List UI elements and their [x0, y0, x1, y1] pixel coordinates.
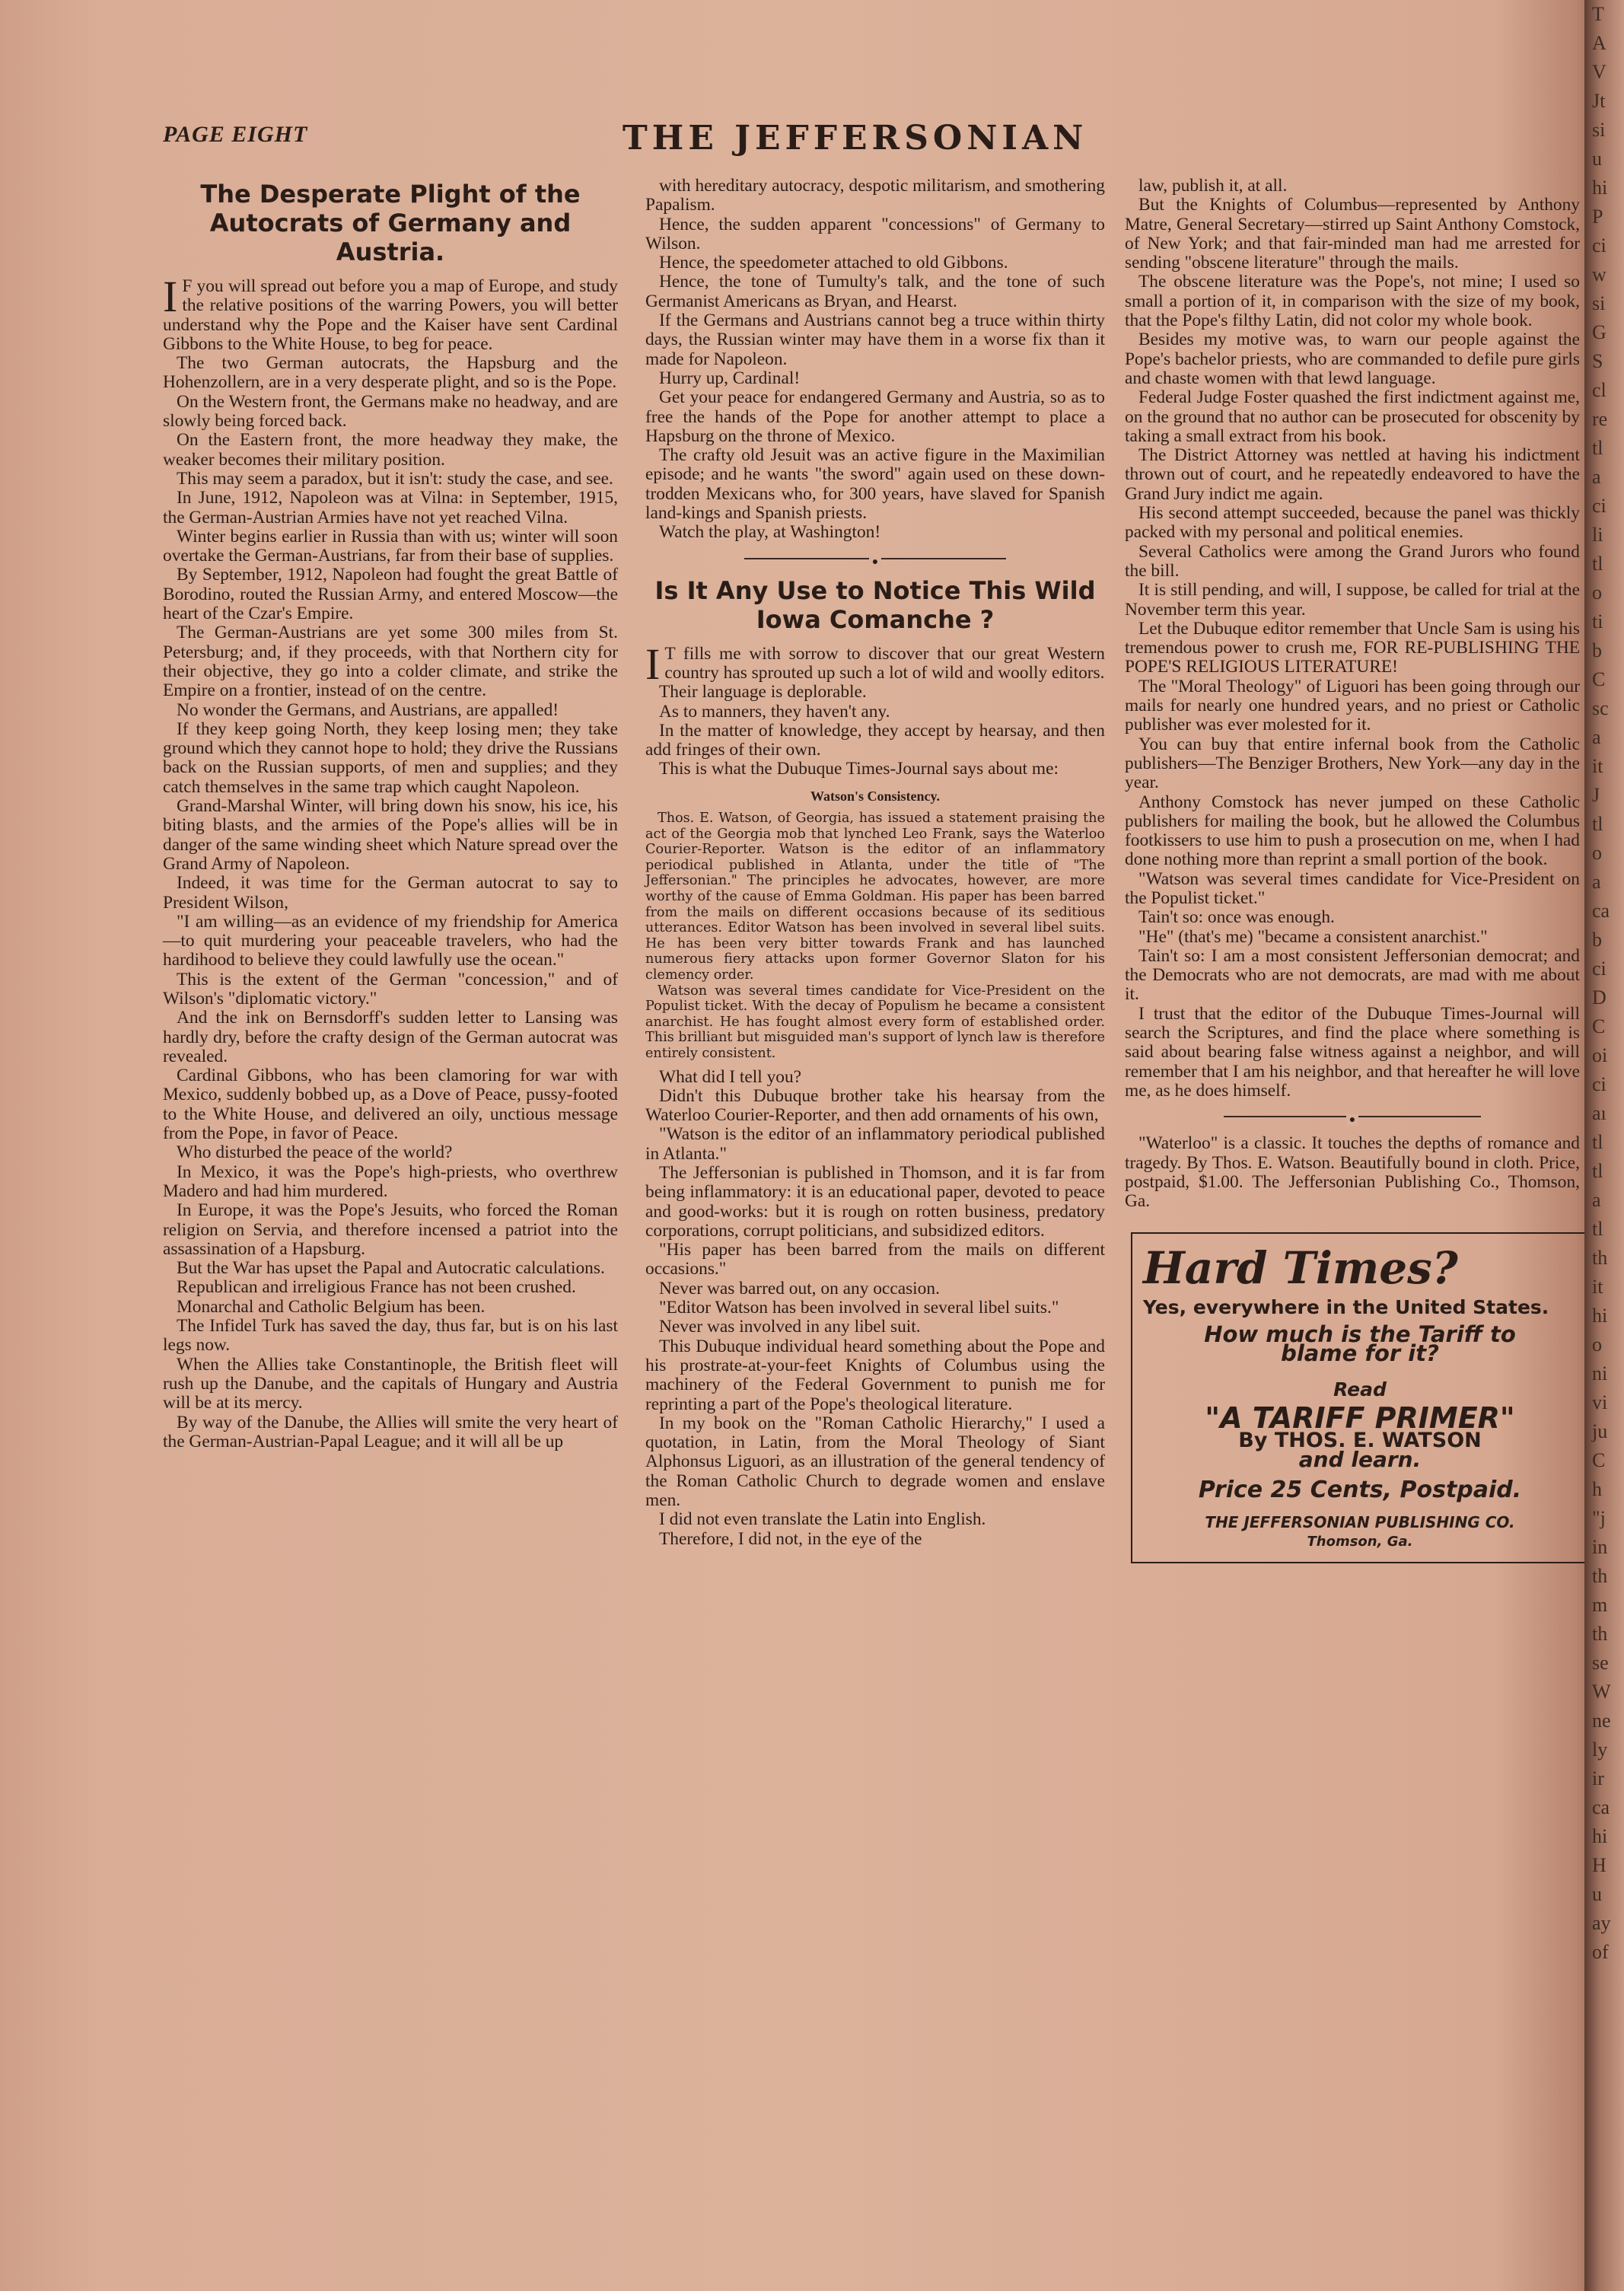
edge-fragment: b [1592, 929, 1602, 951]
paragraph: The "Moral Theology" of Liguori has been going through our mails for nearly one hundred years, and no priest or Catholic publisher was ever molested for it. [1125, 676, 1580, 735]
promo-waterloo: "Waterloo" is a classic. It touches the depths of romance and tragedy. By Thos. E. Watson. Beautifully bound in cloth. Price, postpaid, $1.00. The Jeffersonian Publishing Co., Thomson, Ga. [1125, 1133, 1580, 1212]
edge-fragment: a [1592, 466, 1601, 488]
paragraph: Anthony Comstock has never jumped on these Catholic publishers for mailing the book, but he allowed the Columbus footkissers to use him to push a prosecution on me, when I had done nothing more than reprint a small portion of the book. [1125, 792, 1580, 870]
paragraph: "Watson is the editor of an inflammatory periodical published in Atlanta." [645, 1124, 1105, 1164]
ad-book-author: By THOS. E. WATSON [1238, 1428, 1482, 1452]
edge-fragment: si [1592, 292, 1606, 314]
edge-fragment: tl [1592, 1160, 1603, 1182]
edge-fragment: W [1592, 1681, 1611, 1703]
paragraph: Indeed, it was time for the German autocrat to say to President Wilson, [163, 873, 618, 913]
edge-fragment: A [1592, 32, 1606, 54]
paragraph: with hereditary autocracy, despotic militarism, and smothering Papalism. [645, 176, 1105, 215]
paragraph: Federal Judge Foster quashed the first indictment against me, on the ground that no author can be prosecuted for obscenity by taking a small extract from his book. [1125, 387, 1580, 446]
paragraph: Let the Dubuque editor remember that Uncle Sam is using his tremendous power to crush me, FOR RE-PUBLISHING THE POPE'S RELIGIOUS LITERATURE! [1125, 618, 1580, 677]
paragraph: In June, 1912, Napoleon was at Vilna: in September, 1915, the German-Austrian Armies have not yet reached Vilna. [163, 488, 618, 527]
paragraph: "His paper has been barred from the mails on different occasions." [645, 1240, 1105, 1279]
paragraph: "I am willing—as an evidence of my friendship for America—to quit murdering your peaceable travelers, who had the hardihood to believe they could lawfully use the ocean." [163, 911, 618, 970]
paragraph: If they keep going North, they keep losing men; they take ground which they cannot hope to hold; they drive the Russians back on the Russian supports, of men and supplies; and they catch themselves in the same trap which caught Napoleon. [163, 719, 618, 797]
quoted-clipping [645, 811, 1105, 1062]
edge-fragment: a [1592, 726, 1601, 748]
edge-fragment: J [1592, 784, 1600, 806]
edge-fragment: tl [1592, 1218, 1603, 1240]
edge-fragment: ir [1592, 1767, 1604, 1789]
edge-fragment: V [1592, 61, 1606, 83]
adjacent-page-edge [1584, 0, 1624, 2291]
edge-fragment: hi [1592, 1305, 1608, 1327]
paragraph: Cardinal Gibbons, who has been clamoring for war with Mexico, suddenly bobbed up, as a Dove of Peace, pussy-footed to the White House, and delivered an oily, unctious message from the Pope, in favor of Peace. [163, 1066, 618, 1144]
edge-fragment: aı [1592, 1102, 1606, 1124]
paragraph: law, publish it, at all. [1138, 176, 1288, 196]
paragraph: The crafty old Jesuit was an active figure in the Maximilian episode; and he wants "the sword" again used on these down-trodden Mexicans who, for 300 years, have slaved for Spanish land-kings and Spanish priests. [645, 445, 1105, 524]
paragraph: I did not even translate the Latin into English. [659, 1509, 986, 1530]
edge-fragment: hi [1592, 1825, 1608, 1847]
edge-fragment: H [1592, 1854, 1606, 1876]
edge-fragment: oi [1592, 1044, 1608, 1066]
edge-fragment: tl [1592, 553, 1603, 575]
paragraph: And the ink on Bernsdorff's sudden letter to Lansing was hardly dry, before the crafty design of the German autocrat was revealed. [163, 1008, 618, 1066]
edge-fragment: h [1592, 1478, 1602, 1500]
paragraph: Hence, the speedometer attached to old Gibbons. [659, 253, 1008, 273]
paragraph: In the matter of knowledge, they accept by hearsay, and then add fringes of their own. [645, 720, 1105, 760]
paragraph: Get your peace for endangered Germany and Austria, so as to free the hands of the Pope for another attempt to place a Hapsburg on the throne of Mexico. [645, 387, 1105, 446]
edge-fragment: o [1592, 842, 1602, 864]
edge-fragment: of [1592, 1941, 1609, 1963]
edge-fragment: hi [1592, 177, 1608, 199]
paragraph: "Editor Watson has been involved in several libel suits." [659, 1298, 1059, 1318]
paragraph: This may seem a paradox, but it isn't: study the case, and see. [177, 468, 613, 489]
edge-fragment: tl [1592, 1131, 1603, 1153]
article-headline-iowa-comanche: Is It Any Use to Notice This Wild Iowa Comanche ? [654, 575, 1096, 634]
article-continuation [645, 177, 1105, 543]
edge-fragment: cl [1592, 379, 1606, 401]
edge-fragment: th [1592, 1565, 1608, 1587]
separator-rule: ● [645, 550, 1105, 566]
paragraph: Hence, the sudden apparent "concessions" of Germany to Wilson. [645, 214, 1105, 253]
ad-headline: Hard Times? [1143, 1242, 1458, 1295]
paragraph: On the Eastern front, the more headway they make, the weaker becomes their military position. [163, 430, 618, 470]
edge-fragment: u [1592, 1883, 1602, 1905]
article-lead-paragraph: I F you will spread out before you a map of Europe, and study the relative positions of the warring Powers, you will better understand why the Pope and the Kaiser have sent Cardinal Gibbons to the White House, to beg for peace. [163, 272, 618, 354]
paragraph: "Watson was several times candidate for Vice-President on the Populist ticket." [1125, 868, 1580, 908]
separator-rule: ● [1125, 1108, 1580, 1123]
edge-fragment: tl [1592, 437, 1603, 459]
ad-learn: and learn. [1298, 1447, 1422, 1473]
paragraph: Besides my motive was, to warn our people against the Pope's bachelor priests, who are commanded to defile pure girls and chaste women with that lewd language. [1125, 330, 1580, 388]
edge-fragment: C [1592, 1015, 1606, 1037]
ad-question-line-1: How much is the Tariff to [1204, 1321, 1516, 1347]
paragraph: You can buy that entire infernal book from the Catholic publishers—The Benziger Brothers, New York—any day in the year. [1125, 734, 1580, 793]
article-lead-paragraph: I T fills me with sorrow to discover that our great Western country has sprouted up such a lot of wild and woolly editors. [645, 639, 1105, 689]
edge-fragment: re [1592, 408, 1608, 430]
drop-cap: I [163, 272, 178, 321]
paragraph: The German-Austrians are yet some 300 miles from St. Petersburg; and, if they proceeds, with that Northern city for their objective, they go into a colder climate, and strike the Empire on a frontier, instead of on the centre. [163, 623, 618, 701]
edge-fragment: sc [1592, 697, 1609, 719]
paragraph: What did I tell you? [659, 1066, 802, 1087]
paragraph: On the Western front, the Germans make no headway, and are slowly being forced back. [163, 391, 618, 432]
paragraph: If the Germans and Austrians cannot beg a truce within thirty days, the Russian winter may have them in a worse fix than it made for Napoleon. [645, 311, 1105, 369]
paragraph: Tain't so: I am a most consistent Jeffersonian democrat; and the Democrats who are not democrats, are mad with me about it. [1125, 945, 1580, 1005]
ad-question-line-2: blame for it? [1281, 1340, 1439, 1367]
edge-fragment: P [1592, 206, 1603, 228]
edge-fragment: se [1592, 1652, 1609, 1674]
paragraph: As to manners, they haven't any. [659, 701, 890, 722]
article-headline-desperate-plight: The Desperate Plight of the Autocrats of Germany and Austria. [200, 180, 581, 266]
paragraph: Never was barred out, on any occasion. [659, 1278, 940, 1298]
paragraph: This is what the Dubuque Times-Journal says about me: [659, 759, 1059, 779]
edge-fragment: si [1592, 119, 1606, 141]
edge-fragment: it [1592, 1276, 1603, 1298]
paragraph: His second attempt succeeded, because the panel was thickly packed with my personal and political enemies. [1125, 503, 1580, 543]
paragraph: Therefore, I did not, in the eye of the [659, 1528, 922, 1549]
column-1 [163, 177, 618, 1451]
paragraph: Tain't so: once was enough. [1138, 907, 1335, 928]
paragraph: Hence, the tone of Tumulty's talk, and the tone of such Germanist Americans as Bryan, and Hearst. [645, 272, 1105, 311]
paragraph: "He" (that's me) "became a consistent anarchist." [1138, 926, 1488, 947]
quoted-paragraph: Watson was several times candidate for Vice-President on the Populist ticket. With the decay of Populism he became a consistent anarchist. He has fought almost every form of established order. This brilliant but misguided man's support of lynch law is therefore entirely consistent. [645, 983, 1105, 1061]
paragraph: Didn't this Dubuque brother take his hearsay from the Waterloo Courier-Reporter, and then add ornaments of his own, [645, 1085, 1105, 1126]
edge-fragment: a [1592, 1189, 1601, 1211]
paragraph: No wonder the Germans, and Austrians, are appalled! [177, 699, 559, 720]
masthead-title: THE JEFFERSONIAN [623, 119, 1088, 158]
edge-fragment: ca [1592, 900, 1610, 922]
edge-fragment: ay [1592, 1912, 1611, 1934]
article-body-continued [645, 1068, 1105, 1549]
edge-fragment: li [1592, 524, 1603, 546]
paragraph: Monarchal and Catholic Belgium has been. [177, 1296, 486, 1317]
edge-fragment: o [1592, 1333, 1602, 1356]
edge-fragment: C [1592, 668, 1606, 690]
article-body [163, 354, 618, 1451]
quoted-paragraph: Thos. E. Watson, of Georgia, has issued a statement praising the act of the Georgia mob that lynched Leo Frank, says the Waterloo Courier-Reporter. Watson is the editor of an inflammatory periodical published in Atlanta, under the title of "The Jeffersonian." The principles he advocates, however, are more worthy of the cause of Emma Goldman. His paper has been barred from the mails on different occasions because of its seditious utterances. Editor Watson has been involved in several libel suits. He has been very bitter towards Frank and has launched numerous fiery attacks upon former Governor Slaton for his clemency order. [645, 811, 1105, 983]
edge-fragment: m [1592, 1594, 1608, 1616]
ad-book-title: "A TARIFF PRIMER" [1205, 1400, 1515, 1435]
column-3 [1125, 177, 1580, 1563]
advertisement-tariff-primer [1131, 1232, 1589, 1563]
article-continuation [1125, 177, 1580, 1101]
paragraph: The Jeffersonian is published in Thomson, and it is far from being inflammatory: it is an educational paper, devoted to peace and good-works: but it is rough on rotten business, predatory corporations, corrupt politicians, and subsidized editors. [645, 1163, 1105, 1241]
paragraph: Their language is deplorable. [659, 682, 867, 703]
paragraph: Several Catholics were among the Grand Jurors who found the bill. [1125, 541, 1580, 581]
ad-read-label: Read [1333, 1378, 1387, 1401]
edge-fragment: th [1592, 1623, 1608, 1645]
edge-fragment: D [1592, 986, 1606, 1008]
paragraph: The two German autocrats, the Hapsburg and the Hohenzollern, are in a very desperate plight, and so is the Pope. [163, 353, 618, 393]
paragraph: The Infidel Turk has saved the day, thus far, but is on his last legs now. [163, 1316, 618, 1356]
paragraph: When the Allies take Constantinople, the British fleet will rush up the Danube, and the capitals of Hungary and Austria will be at its mercy. [163, 1354, 618, 1413]
paragraph: The District Attorney was nettled at having his indictment thrown out of court, and he repeatedly endeavored to have the Grand Jury indict me again. [1125, 445, 1580, 504]
quoted-clipping-title: Watson's Consistency. [810, 788, 941, 804]
paragraph: But the War has upset the Papal and Autocratic calculations. [177, 1258, 605, 1279]
drop-cap: I [645, 639, 661, 689]
paragraph: By September, 1912, Napoleon had fought the great Battle of Borodino, routed the Russian Army, and entered Moscow—the heart of the Czar's Empire. [163, 565, 618, 624]
ad-publisher: THE JEFFERSONIAN PUBLISHING CO. [1205, 1512, 1515, 1531]
article-body [645, 683, 1105, 779]
edge-fragment: in [1592, 1536, 1608, 1558]
edge-fragment: S [1592, 350, 1603, 372]
paragraph: But the Knights of Columbus—represented by Anthony Matre, General Secretary—stirred up Saint Anthony Comstock, of New York; and that fair-minded man had me arrested for sending "obscene literature" through the mails. [1125, 195, 1580, 273]
edge-fragment: vi [1592, 1391, 1608, 1413]
paragraph: In Mexico, it was the Pope's high-priests, who overthrew Madero and had him murdered. [163, 1161, 618, 1201]
edge-fragment: ne [1592, 1709, 1611, 1732]
paragraph: This is the extent of the German "concession," and of Wilson's "diplomatic victory." [163, 969, 618, 1008]
paragraph: In my book on the "Roman Catholic Hierarchy," I used a quotation, in Latin, from the Moral Theology of Siant Alphonsus Liguori, as an illustration of the general tendency of the Roman Catholic Church to degrade women and enslave men. [645, 1413, 1105, 1511]
edge-fragment: a [1592, 871, 1601, 893]
edge-fragment: ly [1592, 1738, 1608, 1760]
paragraph: Hurry up, Cardinal! [659, 368, 801, 388]
paragraph: Grand-Marshal Winter, will bring down his snow, his ice, his biting blasts, and the armies of the Pope's allies will be in danger of the same winding sheet which Nature spread over the Grand Army of Napoleon. [163, 796, 618, 874]
edge-fragment: G [1592, 321, 1606, 343]
edge-fragment: w [1592, 263, 1606, 285]
ad-subhead: Yes, everywhere in the United States. [1143, 1296, 1549, 1319]
column-2 [645, 177, 1105, 1549]
edge-fragment: ju [1592, 1420, 1608, 1442]
paragraph: In Europe, it was the Pope's Jesuits, who forced the Roman religion on Servia, and therefore incensed a patriot into the assassination of a Hapsburg. [163, 1200, 618, 1259]
edge-fragment: C [1592, 1449, 1606, 1471]
edge-fragment: it [1592, 755, 1603, 777]
paragraph: Who disturbed the peace of the world? [177, 1142, 453, 1163]
page-number-label: PAGE EIGHT [163, 122, 308, 147]
paragraph: Republican and irreligious France has not been crushed. [177, 1277, 576, 1298]
edge-fragment: "j [1592, 1507, 1606, 1529]
edge-fragment: ci [1592, 495, 1606, 517]
edge-fragment: ni [1592, 1362, 1608, 1384]
edge-fragment: o [1592, 582, 1602, 604]
paragraph: The obscene literature was the Pope's, not mine; I used so small a portion of it, in comparison with the size of my book, that the Pope's filthy Latin, did not color my whole book. [1125, 272, 1580, 331]
edge-fragment: ci [1592, 1073, 1606, 1095]
edge-fragment: tl [1592, 813, 1603, 835]
edge-fragment: ti [1592, 610, 1603, 632]
paragraph: Winter begins earlier in Russia than with us; winter will soon overtake the German-Austrians, far from their base of supplies. [163, 526, 618, 566]
edge-fragment: th [1592, 1247, 1608, 1269]
edge-fragment: ci [1592, 234, 1606, 257]
paragraph: By way of the Danube, the Allies will smite the very heart of the German-Austrian-Papal League; and it will all be up [163, 1412, 618, 1451]
ad-price: Price 25 Cents, Postpaid. [1198, 1476, 1522, 1503]
paragraph: I trust that the editor of the Dubuque Times-Journal will search the Scriptures, and find the place where something is said about bearing false witness against a neighbor, and will remember that I am his neighbor, and that hereafter he will love me, as he does himself. [1125, 1003, 1580, 1101]
edge-fragment: ca [1592, 1796, 1610, 1818]
paragraph: Watch the play, at Washington! [659, 522, 881, 543]
edge-fragment: b [1592, 639, 1602, 661]
paragraph: It is still pending, and will, I suppose, be called for trial at the November term this year. [1125, 580, 1580, 620]
edge-fragment: T [1592, 3, 1604, 25]
edge-fragment: Jt [1592, 90, 1606, 112]
paragraph: Never was involved in any libel suit. [659, 1317, 921, 1337]
edge-fragment: ci [1592, 958, 1606, 980]
edge-fragment: u [1592, 148, 1602, 170]
ad-city: Thomson, Ga. [1307, 1534, 1413, 1550]
paragraph: This Dubuque individual heard something about the Pope and his prostrate-at-your-feet Knights of Columbus using the machinery of the Federal Government to punish me for reprinting a part of the Pope's theological literature. [645, 1336, 1105, 1414]
